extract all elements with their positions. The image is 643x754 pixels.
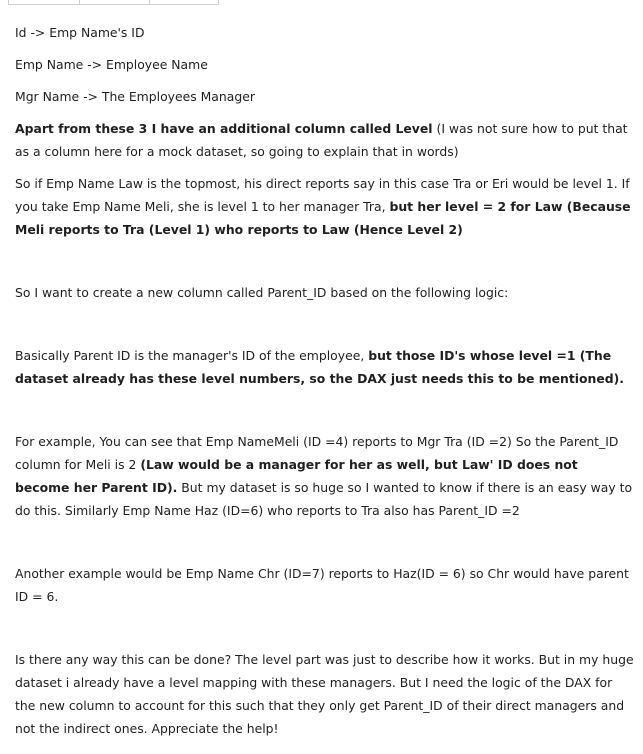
definition-emp-name: Emp Name -> Employee Name <box>15 57 208 72</box>
level-example-text: So if Emp Name Law is the topmost, his direct reports say in this case Tra or Eri would be level 1. If you take Emp Name Meli, she is level 1 to her manager Tra, <box>15 176 630 214</box>
level-column-note: (I was not sure how to put that as a column here for a mock dataset, so going to explain that in words) <box>15 121 628 159</box>
table-cell-divider <box>218 0 219 4</box>
level-column-paragraph <box>15 117 635 163</box>
table-cell-divider <box>149 0 150 4</box>
table-bottom-fragment <box>8 0 219 5</box>
meli-example-text-a: For example, You can see that Emp NameMeli (ID =4) reports to Mgr Tra (ID =2) So the Parent_ID column for Meli is 2 <box>15 434 619 472</box>
parent-id-logic-bold: but those ID's whose level =1 (The dataset already has these level numbers, so the DAX just needs this to be mentioned). <box>15 348 624 386</box>
meli-example-text-b: But my dataset is so huge so I wanted to know if there is an easy way to do this. Similarly Emp Name Haz (ID=6) who reports to Tra also has Parent_ID =2 <box>15 480 633 518</box>
level-example-bold: but her level = 2 for Law (Because Meli reports to Tra (Level 1) who reports to Law (Hence Level 2) <box>15 199 631 237</box>
definition-id: Id -> Emp Name's ID <box>15 25 145 40</box>
chr-example-paragraph: Another example would be Emp Name Chr (ID=7) reports to Haz(ID = 6) so Chr would have parent ID = 6. <box>15 566 629 604</box>
parent-id-logic-text: Basically Parent ID is the manager's ID of the employee, <box>15 348 369 363</box>
closing-question-paragraph: Is there any way this can be done? The level part was just to describe how it works. But in my huge dataset i already have a level mapping with these managers. But I need the logic of the DAX for the new column to account for this such that they only get Parent_ID of their direct managers and not the indirect ones. Appreciate the help! <box>15 652 634 736</box>
post-body <box>15 21 635 740</box>
meli-example-paragraph <box>15 430 635 522</box>
parent-id-intro: So I want to create a new column called Parent_ID based on the following logic: <box>15 285 509 300</box>
level-column-bold: Apart from these 3 I have an additional column called Level <box>15 121 433 136</box>
level-example-paragraph <box>15 172 635 241</box>
table-cell-divider <box>79 0 80 4</box>
parent-id-logic-paragraph <box>15 344 635 390</box>
definition-mgr-name: Mgr Name -> The Employees Manager <box>15 89 255 104</box>
meli-example-bold: (Law would be a manager for her as well, but Law' ID does not become her Parent ID). <box>15 457 578 495</box>
